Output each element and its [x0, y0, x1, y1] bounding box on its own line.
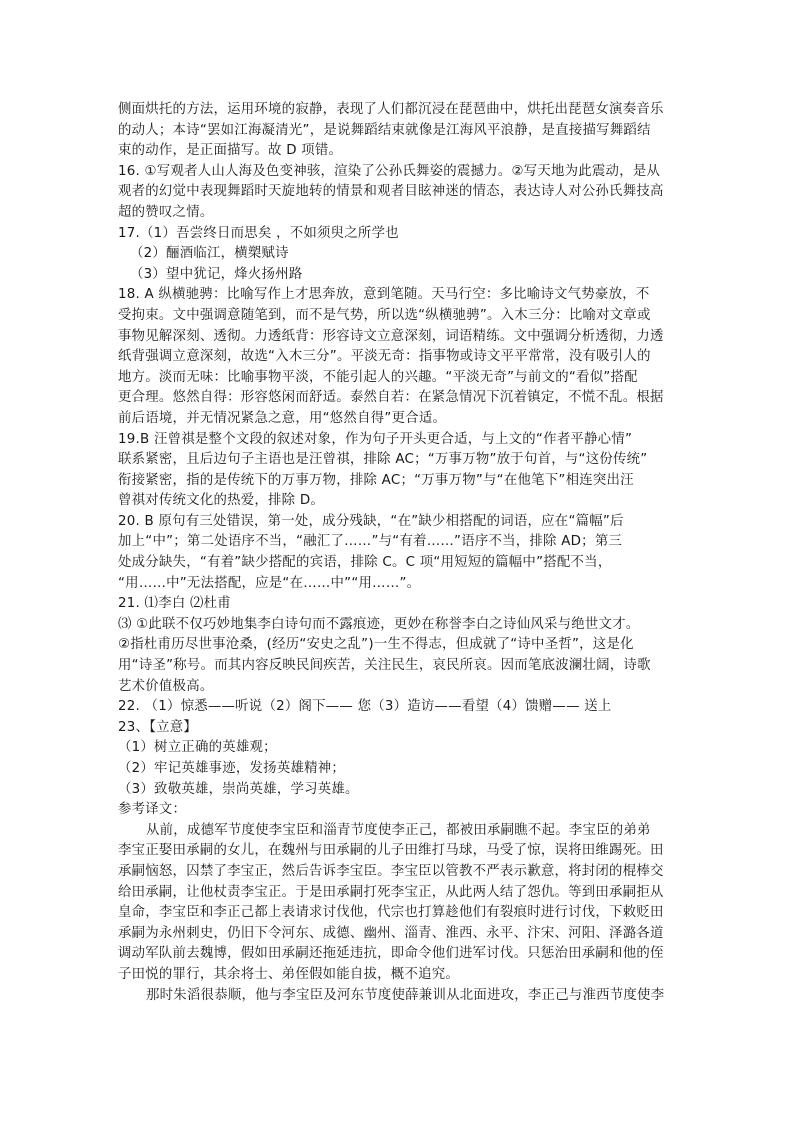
text-line: 受拘束。文中强调意随笔到，而不是气势，所以选“纵横驰骋”。入木三分：比喻对文章或: [118, 307, 651, 323]
text-line: 子田悦的罪行，其余将士、弟侄假如能自拔，概不追究。: [118, 966, 460, 982]
text-line: 17.（1）吾尝终日而思矣 ，不如须臾之所学也: [118, 225, 399, 241]
text-line: 22. （1）惊悉——听说（2）阁下—— 您（3）造访——看望（4）馈赠—— 送上: [118, 699, 612, 715]
text-line: 从前，成德军节度使李宝臣和淄青节度使李正己，都被田承嗣瞧不起。李宝臣的弟弟: [146, 822, 651, 838]
text-line: 16. ①写观者人山人海及色变神骇，渲染了公孙氏舞姿的震撼力。②写天地为此震动，是从: [118, 163, 661, 179]
text-line: 20. B 原句有三处错误，第一处，成分残缺，“在”缺少相搭配的词语，应在“篇幅”后: [118, 513, 624, 529]
text-line: 用“诗圣”称号。而其内容反映民间疾苦，关注民生，哀民所哀。因而笔底波澜壮阔，诗歌: [118, 658, 651, 674]
text-line: 事物见解深刻、透彻。力透纸背：形容诗文立意深刻，词语精练。文中强调分析透彻，力透: [118, 328, 664, 344]
text-line: 19.B 汪曾祺是整个文段的叙述对象，作为句子开头更合适，与上文的“作者平静心情”: [118, 431, 633, 447]
document-page: [118, 100, 678, 1006]
text-line: 超的赞叹之情。: [118, 204, 214, 220]
text-line: （3）致敬英雄，崇尚英雄，学习英雄。: [118, 781, 359, 797]
text-line: （3）望中犹记，烽火扬州路: [130, 266, 303, 282]
text-line: 参考译文：: [118, 802, 187, 818]
text-line: （1）树立正确的英雄观；: [118, 740, 277, 756]
text-line: 18. A 纵横驰骋：比喻写作上才思奔放，意到笔随。天马行空：多比喻诗文气势豪放，不: [118, 287, 650, 303]
text-line: 联系紧密，且后边句子主语也是汪曾祺，排除 AC；“万事万物”放于句首，与“这份传统”: [118, 452, 648, 468]
text-line: ②指杜甫历尽世事沧桑，(经历“安史之乱”)一生不得志，但成就了“诗中圣哲”，这是化: [118, 637, 634, 653]
text-line: 地方。淡而无味：比喻事物平淡，不能引起人的兴趣。“平淡无奇”与前文的“看似”搭配: [118, 369, 638, 385]
text-line: 纸背强调立意深刻，故选“入木三分”。平淡无奇：指事物或诗文平平常常，没有吸引人的: [118, 349, 651, 365]
text-line: （2）牢记英雄事迹，发扬英雄精神；: [118, 761, 346, 776]
text-line: 曾祺对传统文化的热爱，排除 D。: [118, 493, 325, 509]
text-line: 承嗣为永州刺史，仍旧下令河东、成德、幽州、淄青、淮西、永平、汴宋、河阳、泽潞各道: [118, 925, 664, 941]
text-line: ⑶ ①此联不仅巧妙地集李白诗句而不露痕迹，更妙在称誉李白之诗仙风采与绝世文才。: [118, 616, 640, 632]
text-line: 观者的幻觉中表现舞蹈时天旋地转的情景和观者目眩神迷的情态，表达诗人对公孙氏舞技高: [118, 184, 664, 200]
text-line: 束的动作，是正面描写。故 D 项错。: [118, 143, 343, 159]
text-line: 那时朱滔很恭顺，他与李宝臣及河东节度使薛兼训从北面进攻，李正己与淮西节度使李: [146, 987, 665, 1003]
text-line: 调动军队前去魏博，假如田承嗣还拖延违抗，即命令他们进军讨伐。只惩治田承嗣和他的侄: [118, 946, 664, 962]
text-line: 更合理。悠然自得：形容悠闲而舒适。泰然自若：在紧急情况下沉着镇定，不慌不乱。根据: [118, 390, 664, 406]
text-line: 的动人；本诗“罢如江海凝清光”，是说舞蹈结束就像是江海风平浪静，是直接描写舞蹈结: [118, 122, 651, 138]
text-line: “用……中”无法搭配，应是“在……中”“用……”。: [118, 575, 421, 591]
text-line: （2）酾酒临江，横槊赋诗: [130, 246, 289, 262]
text-line: 给田承嗣，让他杖责李宝正。于是田承嗣打死李宝正，从此两人结了怨仇。等到田承嗣拒从: [118, 884, 664, 900]
text-line: 处成分缺失，“有着”缺少搭配的宾语，排除 C。C 项“用短短的篇幅中”搭配不当，: [118, 555, 612, 571]
text-line: 皇命，李宝臣和李正己都上表请求讨伐他，代宗也打算趁他们有裂痕时进行讨伐，下敕贬田: [118, 905, 664, 921]
text-line: 侧面烘托的方法，运用环境的寂静，表现了人们都沉浸在琵琶曲中，烘托出琵琶女演奏音乐: [118, 102, 664, 117]
text-line: 李宝正娶田承嗣的女儿，在魏州与田承嗣的儿子田维打马球，马受了惊，误将田维踢死。田: [118, 843, 664, 859]
text-line: 21. ⑴李白 ⑵杜甫: [118, 596, 231, 612]
text-line: 艺术价值极高。: [118, 678, 214, 694]
text-line: 前后语境，并无情况紧急之意，用“悠然自得”更合适。: [118, 410, 447, 426]
text-line: 衔接紧密，指的是传统下的万事万物，排除 AC；“万事万物”与“在他笔下”相连突出汪: [118, 472, 634, 488]
text-line: 加上“中”；第二处语序不当，“融汇了……”与“有着……”语序不当，排除 AD；第三: [118, 534, 623, 550]
text-line: 承嗣恼怒，囚禁了李宝正，然后告诉李宝臣。李宝臣以管教不严表示歉意，将封闭的棍棒交: [118, 863, 664, 879]
text-line: 23、【立意】: [118, 719, 198, 735]
